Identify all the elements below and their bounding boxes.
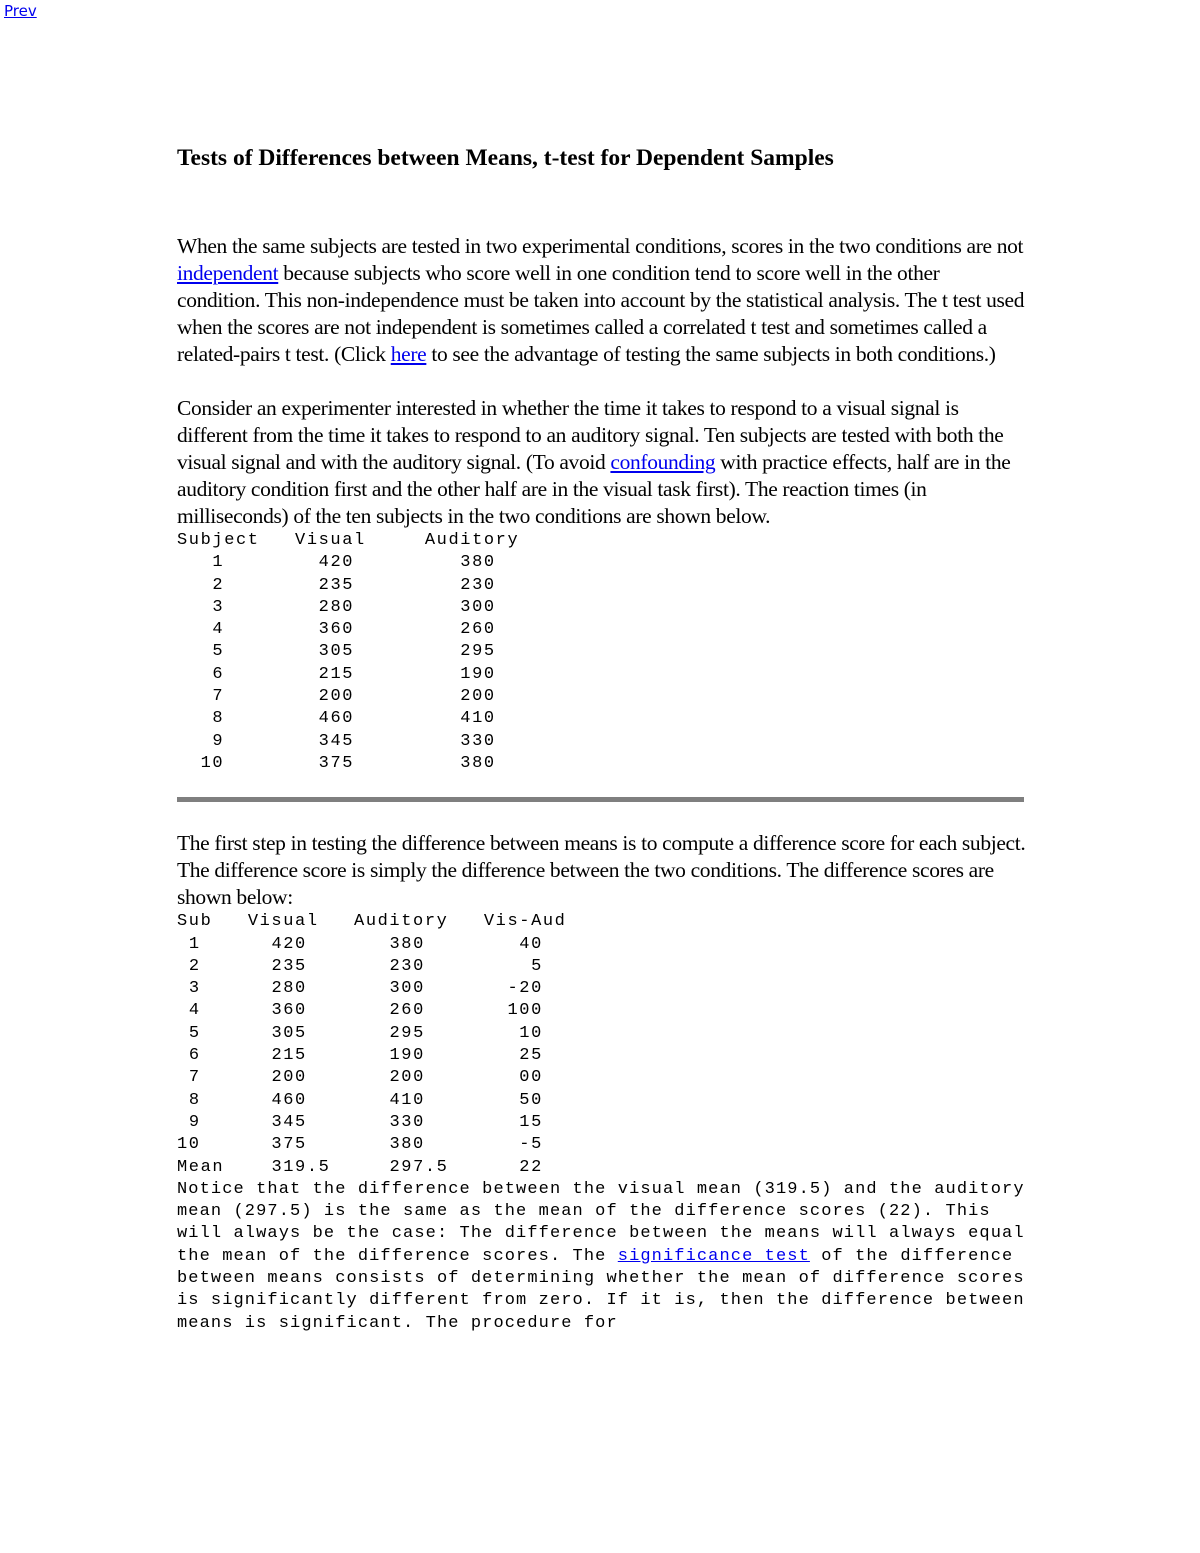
mean-label: Mean (177, 1157, 225, 1177)
table-cell: 4 (212, 620, 225, 640)
table-cell: 235 (318, 575, 355, 595)
table-cell: 200 (271, 1068, 307, 1088)
table-row (177, 620, 496, 639)
table-cell: 460 (271, 1090, 307, 1110)
mean-cell: 22 (519, 1157, 543, 1177)
column-header: Vis-Aud (483, 912, 567, 932)
table-row (177, 1113, 543, 1132)
table-cell: 15 (519, 1112, 543, 1132)
table-cell: 100 (507, 1001, 543, 1021)
intro-text-1: When the same subjects are tested in two experimental conditions, scores in the two conditions are not (177, 234, 1024, 258)
prev-link[interactable]: Prev (4, 2, 37, 20)
table-cell: 215 (318, 664, 355, 684)
difference-paragraph: The first step in testing the difference between means is to compute a difference score for each subject. The difference score is simply the difference between the two conditions. The difference scores are shown below: (177, 831, 1026, 910)
table-cell: 375 (318, 753, 355, 773)
table-cell: 7 (188, 1068, 201, 1088)
table-cell: 300 (460, 597, 496, 617)
table-cell: 3 (188, 979, 201, 999)
table-cell: 1 (212, 553, 225, 573)
table-cell: 190 (460, 664, 496, 684)
table-cell: 260 (460, 620, 496, 640)
table-cell: 375 (271, 1135, 307, 1155)
table-mean-row (177, 1158, 543, 1177)
table-row (177, 754, 496, 773)
table-cell: 00 (519, 1068, 543, 1088)
table-cell: 9 (188, 1112, 201, 1132)
table-cell: 8 (212, 709, 225, 729)
column-header: Auditory (424, 531, 520, 550)
experiment-text-2: with practice effects, half are in the auditory condition first and the other half are in the visual task first). The reaction times (in milliseconds) of the ten subjects in the two conditions are shown below. (177, 450, 1011, 528)
table-cell: 235 (271, 956, 307, 976)
table-row (177, 1135, 543, 1154)
table-header-row (177, 531, 519, 550)
table-cell: 2 (188, 956, 201, 976)
column-header: Visual (295, 531, 366, 550)
table-cell: 5 (531, 956, 543, 976)
table-row (177, 709, 496, 728)
table-row (177, 665, 496, 684)
column-header: Sub (177, 912, 213, 932)
table-cell: 200 (389, 1068, 425, 1088)
table-cell: -20 (507, 979, 543, 999)
table-cell: 8 (188, 1090, 201, 1110)
intro-text-2: because subjects who score well in one condition tend to score well in the other condition. This non-independence must be taken into account by the statistical analysis. The t test used when the scores are not independent is sometimes called a correlated t test and sometimes called a related-pairs t test. (Click (177, 261, 1025, 366)
table-cell: 295 (460, 642, 496, 662)
difference-scores-table (177, 911, 1027, 1179)
notice-text-2: of the difference between means consists of determining whether the mean of difference scores is significantly different from zero. If it is, then the difference between means is significant. The procedure for (177, 1246, 1025, 1333)
intro-text-3: to see the advantage of testing the same subjects in both conditions.) (426, 342, 996, 366)
table-cell: 305 (318, 642, 355, 662)
mean-cell: 297.5 (389, 1157, 449, 1177)
table-cell: 410 (389, 1090, 425, 1110)
table-cell: 345 (318, 731, 355, 751)
table-cell: 380 (460, 753, 496, 773)
table-row (177, 598, 496, 617)
table-cell: 2 (212, 575, 225, 595)
table-cell: 380 (460, 553, 496, 573)
table-row (177, 1024, 543, 1043)
table-row (177, 576, 496, 595)
main-content (177, 140, 1027, 1335)
table-cell: 10 (177, 1135, 201, 1155)
column-header: Auditory (354, 912, 449, 932)
table-cell: 9 (212, 731, 225, 751)
table-cell: 4 (188, 1001, 201, 1021)
table-cell: 300 (389, 979, 425, 999)
table-cell: 305 (271, 1023, 307, 1043)
table-row (177, 1091, 543, 1110)
table-cell: 345 (271, 1112, 307, 1132)
table-cell: 25 (519, 1046, 543, 1066)
table-cell: 190 (389, 1046, 425, 1066)
confounding-link[interactable]: confounding (610, 450, 716, 474)
table-cell: 215 (271, 1046, 307, 1066)
table-cell: 50 (519, 1090, 543, 1110)
table-cell: 7 (212, 687, 225, 707)
table-row (177, 935, 543, 954)
experiment-text-1: Consider an experimenter interested in whether the time it takes to respond to a visual signal is different from the time it takes to respond to an auditory signal. Ten subjects are tested with both the visual signal and with the auditory signal. (To avoid (177, 396, 1004, 474)
table-cell: 3 (212, 597, 225, 617)
table-cell: 280 (271, 979, 307, 999)
table-cell: 6 (212, 664, 225, 684)
table-cell: 360 (318, 620, 355, 640)
mean-cell: 319.5 (271, 1157, 331, 1177)
table-row (177, 642, 496, 661)
table-cell: 420 (318, 553, 355, 573)
table-cell: 330 (389, 1112, 425, 1132)
table-cell: 380 (389, 934, 425, 954)
table-header-row (177, 912, 566, 931)
experiment-paragraph (177, 395, 1027, 530)
table-row (177, 732, 496, 751)
table-cell: 460 (318, 709, 355, 729)
table-cell: 10 (519, 1023, 543, 1043)
reaction-times-table (177, 530, 1027, 775)
column-header: Subject (177, 531, 260, 550)
table-cell: 360 (271, 1001, 307, 1021)
significance-test-link[interactable]: significance test (617, 1246, 810, 1266)
table-cell: 380 (389, 1135, 425, 1155)
table-cell: 1 (188, 934, 201, 954)
independent-link[interactable]: independent (177, 261, 279, 285)
intro-paragraph (177, 233, 1027, 368)
notice-text-1: Notice that the difference between the visual mean (319.5) and the auditory mean (297.5) is the same as the mean of the difference scores (22). This will always be the case: The difference between the means will always equal the mean of the difference scores. The (177, 1179, 1025, 1266)
table-cell: 330 (460, 731, 496, 751)
page-title: Tests of Differences between Means, t-test for Dependent Samples (177, 145, 834, 171)
table-row (177, 1001, 543, 1020)
table-cell: 6 (188, 1046, 201, 1066)
table-cell: 10 (200, 753, 225, 773)
table-cell: 260 (389, 1001, 425, 1021)
table-cell: 420 (271, 934, 307, 954)
table-cell: 230 (389, 956, 425, 976)
table-row (177, 687, 496, 706)
table-cell: 280 (318, 597, 355, 617)
table-row (177, 1068, 543, 1087)
horizontal-divider (177, 797, 1024, 802)
table-cell: 230 (460, 575, 496, 595)
table-cell: 200 (318, 687, 355, 707)
here-link[interactable]: here (390, 342, 427, 366)
column-header: Visual (247, 912, 319, 932)
table-row (177, 979, 543, 998)
table-cell: 5 (188, 1023, 201, 1043)
table-cell: 410 (460, 709, 496, 729)
table-cell: 200 (460, 687, 496, 707)
table-cell: 40 (519, 934, 543, 954)
notice-paragraph (177, 1179, 1027, 1335)
table-cell: 295 (389, 1023, 425, 1043)
table-cell: -5 (519, 1135, 543, 1155)
table-row (177, 957, 543, 976)
table-row (177, 553, 496, 572)
table-cell: 5 (212, 642, 225, 662)
table-row (177, 1046, 543, 1065)
